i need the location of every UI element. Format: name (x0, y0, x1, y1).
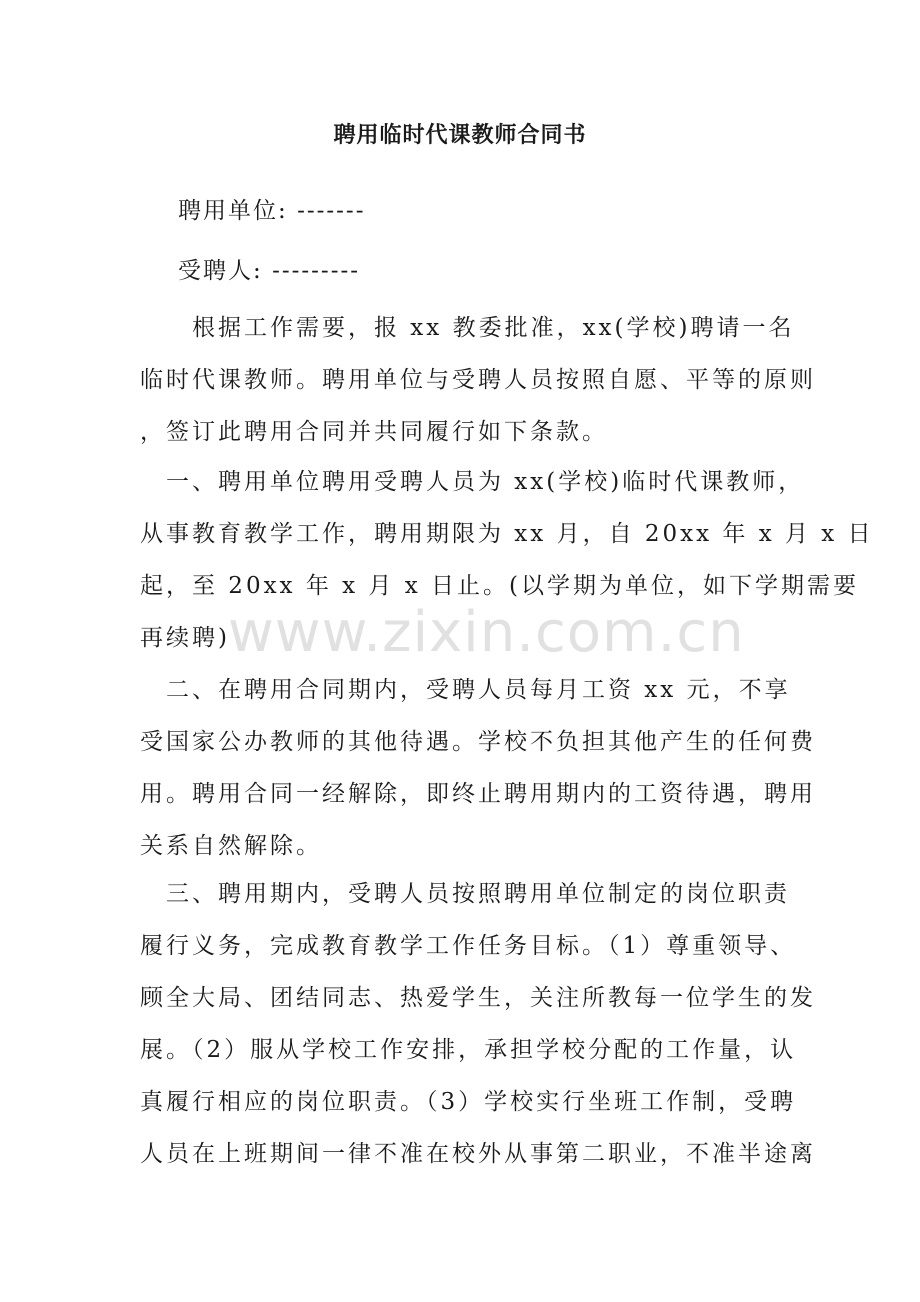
paragraph-line: 起，至 20xx 年 x 月 x 日止。(以学期为单位，如下学期需要 (140, 573, 859, 599)
paragraph-line: 人员在上班期间一律不准在校外从事第二职业，不准半途离 (140, 1141, 816, 1167)
paragraph-line: 受国家公办教师的其他待遇。学校不负担其他产生的任何费 (140, 729, 816, 755)
watermark: www.zixin.com.cn (228, 600, 745, 665)
clause-three-paragraph (140, 868, 816, 1180)
employee-field (178, 252, 360, 285)
paragraph-line: ，签订此聘用合同并共同履行如下条款。 (140, 419, 608, 445)
paragraph-line: 用。聘用合同一经解除，即终止聘用期内的工资待遇，聘用 (140, 781, 816, 807)
paragraph-line: 三、聘用期内，受聘人员按照聘用单位制定的岗位职责 (140, 881, 790, 907)
paragraph-line: 再续聘) (140, 625, 230, 651)
paragraph-line: 顾全大局、团结同志、热爱学生，关注所教每一位学生的发 (140, 985, 816, 1011)
paragraph-line: 二、在聘用合同期内，受聘人员每月工资 xx 元，不享 (140, 677, 791, 703)
paragraph-line: 关系自然解除。 (140, 833, 322, 859)
paragraph-line: 一、聘用单位聘用受聘人员为 xx(学校)临时代课教师， (140, 469, 805, 495)
employer-label: 聘用单位: (178, 198, 288, 224)
paragraph-line: 从事教育教学工作，聘用期限为 xx 月，自 20xx 年 x 月 x 日 (140, 521, 874, 547)
document-title: 聘用临时代课教师合同书 (333, 123, 587, 148)
employer-field (178, 192, 365, 225)
employee-value: --------- (272, 258, 361, 284)
paragraph-line: 真履行相应的岗位职责。（3）学校实行坐班工作制，受聘 (140, 1089, 797, 1115)
paragraph-line: 展。（2）服从学校工作安排，承担学校分配的工作量，认 (140, 1037, 797, 1063)
paragraph-line: 根据工作需要，报 xx 教委批准，xx(学校)聘请一名 (140, 315, 795, 341)
clause-two-paragraph (140, 664, 816, 872)
employer-value: ------- (297, 198, 366, 224)
paragraph-line: 履行义务，完成教育教学工作任务目标。（1）尊重领导、 (140, 933, 797, 959)
employee-label: 受聘人: (178, 258, 263, 284)
intro-paragraph (140, 302, 816, 458)
clause-one-paragraph (140, 456, 874, 664)
paragraph-line: 临时代课教师。聘用单位与受聘人员按照自愿、平等的原则 (140, 367, 816, 393)
